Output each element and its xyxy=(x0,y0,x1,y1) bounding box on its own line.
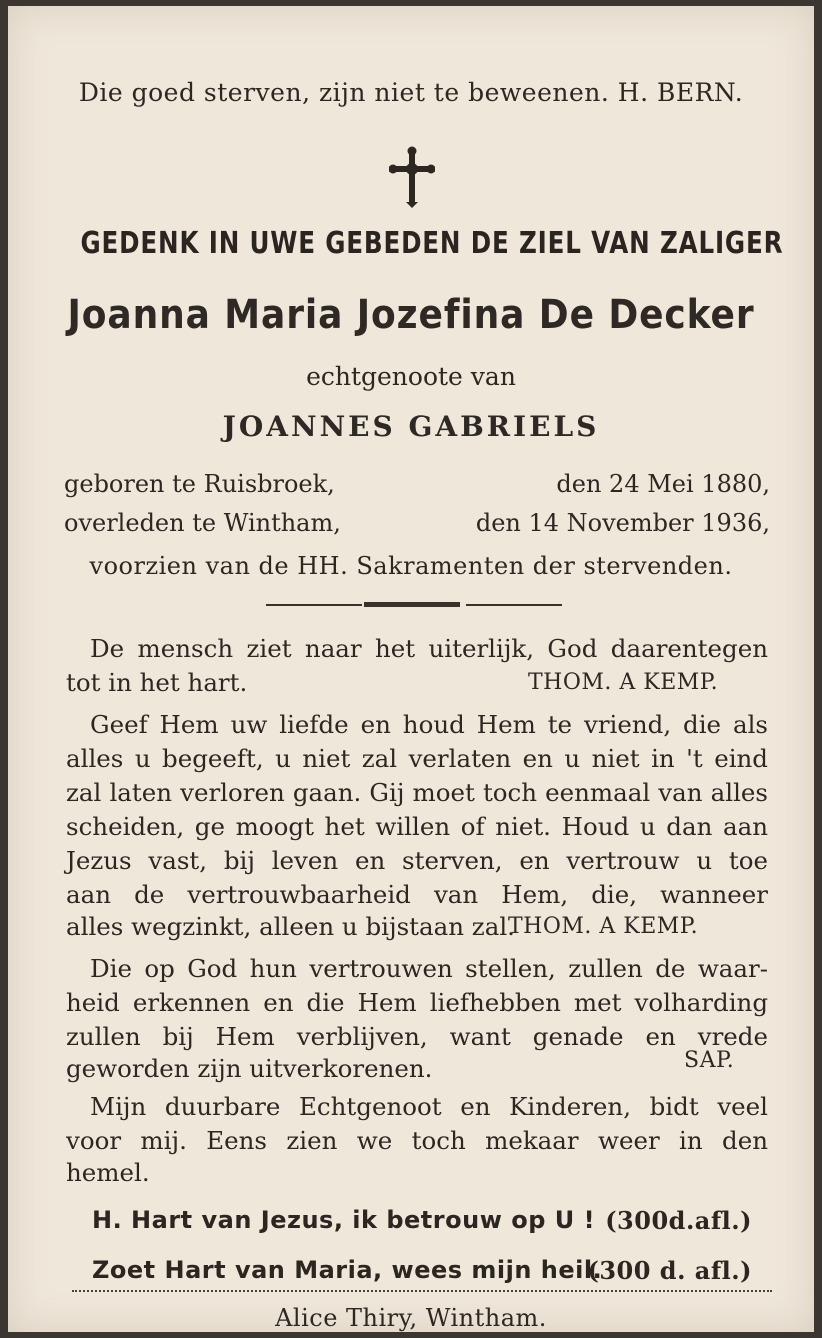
quote-line: zullen bij Hem verblijven, want genade en vrede xyxy=(66,1022,768,1051)
quote-line: heid erkennen en die Hem liefhebben met volharding xyxy=(66,988,768,1017)
death-place: overleden te Wintham, xyxy=(64,509,341,537)
death-row xyxy=(8,509,814,543)
memorial-card xyxy=(8,6,814,1332)
prayer-text: H. Hart van Jezus, ik betrouw op U ! xyxy=(92,1206,596,1234)
quote-line: geworden zijn uitverkorenen. xyxy=(66,1054,433,1083)
death-date: den 14 November 1936, xyxy=(475,509,770,537)
quote-sap xyxy=(66,952,768,1054)
indulgence: (300 d. afl.) xyxy=(587,1256,752,1285)
quote-line: aan de vertrouwbaarheid van Hem, die, wanneer xyxy=(66,880,768,909)
birth-row xyxy=(8,470,814,504)
quote-source: THOM. A KEMP. xyxy=(528,670,719,695)
quote-line: scheiden, ge moogt het willen of niet. Houd u dan aan xyxy=(66,812,768,841)
quote-line: tot in het hart. xyxy=(66,668,248,697)
quote-line: De mensch ziet naar het uiterlijk, God daarentegen xyxy=(90,634,768,663)
family-message xyxy=(66,1090,768,1158)
quote-line: alles wegzinkt, alleen u bijstaan zal. xyxy=(66,912,515,941)
quote-kempis-1 xyxy=(66,632,768,666)
prayer-line xyxy=(92,1256,752,1284)
quote-source: SAP. xyxy=(684,1048,735,1073)
quote-line: Die op God hun vertrouwen stellen, zullen de waar- xyxy=(90,954,768,983)
birth-place: geboren te Ruisbroek, xyxy=(64,470,335,498)
sacraments-line: voorzien van de HH. Sakramenten der stervenden. xyxy=(89,552,733,580)
indulgence: (300d.afl.) xyxy=(605,1206,752,1235)
divider xyxy=(266,602,562,608)
birth-date: den 24 Mei 1880, xyxy=(556,470,770,498)
spouse-label: echtgenoote van xyxy=(306,362,516,391)
memorial-heading: GEDENK IN UWE GEBEDEN DE ZIEL VAN ZALIGER xyxy=(80,226,784,261)
quote-line: Mijn duurbare Echtgenoot en Kinderen, bidt veel xyxy=(90,1092,768,1121)
printer-credit: Alice Thiry, Wintham. xyxy=(275,1304,547,1332)
quote-kempis-2 xyxy=(66,708,768,912)
ornate-cross-icon xyxy=(389,146,435,208)
quote-line: Jezus vast, bij leven en sterven, en vertrouw u toe xyxy=(66,846,768,875)
prayer-line xyxy=(92,1206,752,1234)
quote-line: zal laten verloren gaan. Gij moet toch eenmaal van alles xyxy=(66,778,768,807)
dotted-divider xyxy=(72,1290,772,1292)
quote-line: alles u begeeft, u niet zal verlaten en u niet in 't eind xyxy=(66,744,768,773)
quote-source: THOM. A KEMP. xyxy=(508,914,699,939)
deceased-name: Joanna Maria Jozefina De Decker xyxy=(67,292,755,338)
spouse-name: JOANNES GABRIELS xyxy=(222,410,600,443)
motto: Die goed sterven, zijn niet te beweenen. H. BERN. xyxy=(78,78,744,107)
prayer-text: Zoet Hart van Maria, wees mijn heil. xyxy=(92,1256,603,1284)
quote-line: voor mij. Eens zien we toch mekaar weer in den xyxy=(66,1126,768,1155)
quote-line: Geef Hem uw liefde en houd Hem te vriend, die als xyxy=(90,710,768,739)
quote-line: hemel. xyxy=(66,1158,150,1187)
